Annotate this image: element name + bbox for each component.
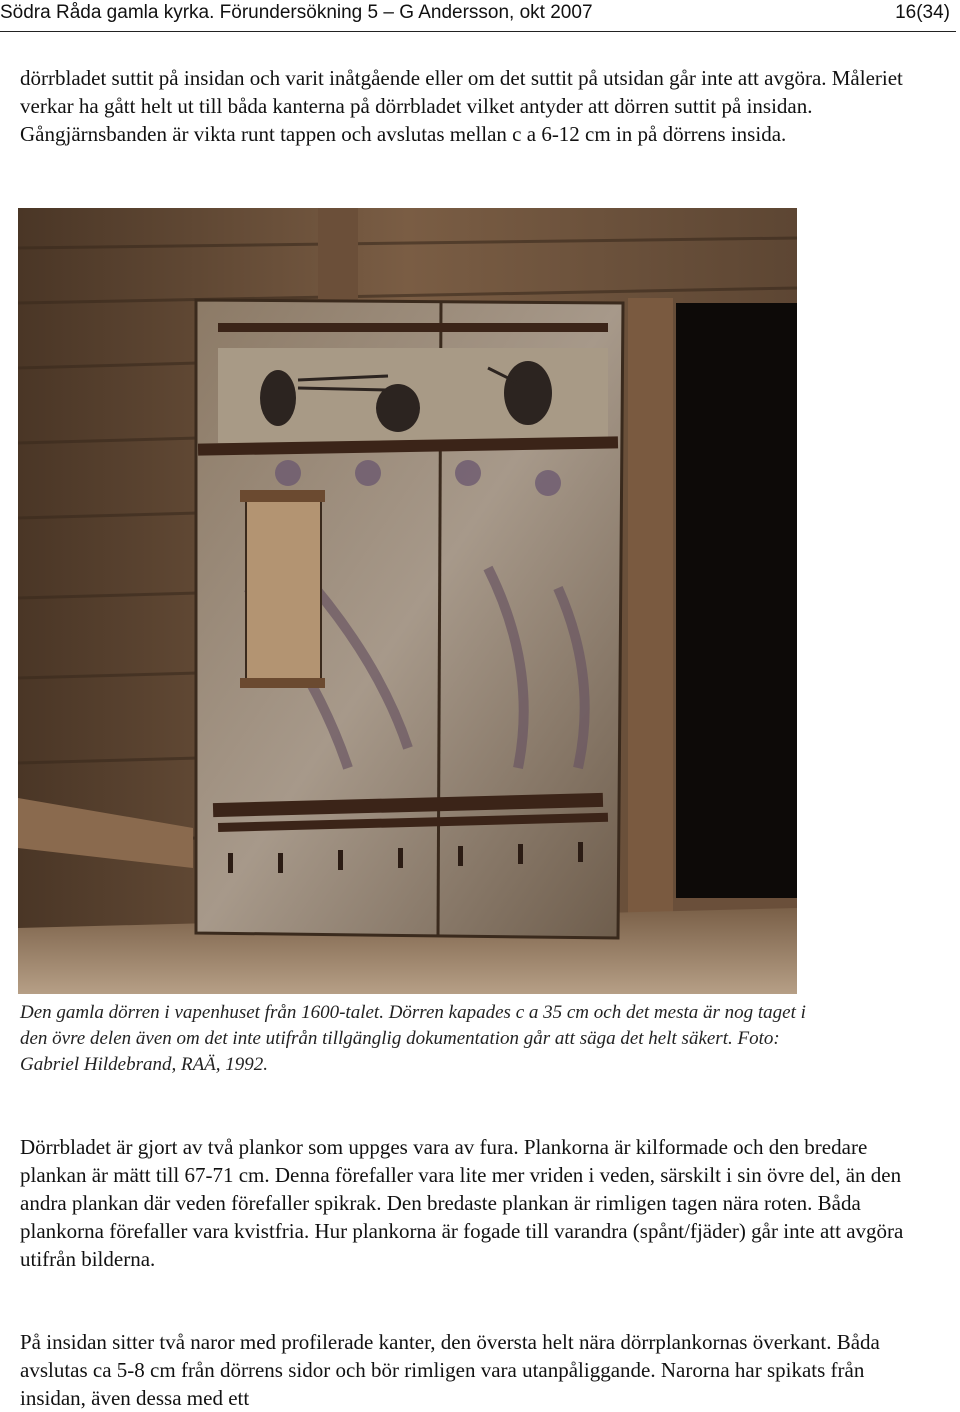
figure-caption: Den gamla dörren i vapenhuset från 1600-talet. Dörren kapades c a 35 cm och det mesta är nog taget i den övre delen även om det inte utifrån tillgänglig dokumentation går att säga det helt säkert. Foto: Gabriel Hildebrand, RAÄ, 1992.	[20, 1002, 806, 1075]
body-paragraph-3: På insidan sitter två naror med profilerade kanter, den översta helt nära dörrplankornas överkant. Båda avslutas ca 5-8 cm från dörrens sidor och bör rimligen vara utanpåliggande. Narorna har spikats från insidan, även dessa med ett	[20, 1330, 880, 1410]
document-title: Södra Råda gamla kyrka. Förundersökning 5 – G Andersson, okt 2007	[0, 2, 593, 23]
page-header	[0, 0, 960, 26]
page-number: 16(34)	[895, 2, 950, 23]
body-paragraph-1: dörrbladet suttit på insidan och varit inåtgående eller om det suttit på utsidan går inte att avgöra. Måleriet verkar ha gått helt ut till båda kanterna på dörrbladet vilket antyder att dörren suttit på insidan. Gångjärnsbanden är vikta runt tappen och avslutas mellan c a 6-12 cm in på dörrens insida.	[20, 66, 903, 146]
header-rule	[0, 31, 956, 32]
body-paragraph-2: Dörrbladet är gjort av två plankor som uppges vara av fura. Plankorna är kilformade och den bredare plankan är mätt till 67-71 cm. Denna förefaller vara lite mer vriden i veden, särskilt i sin övre del, än den andra plankan där veden förefaller spikrak. Den bredaste plankan är rimligen tagen nära roten. Båda plankorna förefaller vara kvistfria. Hur plankorna är fogade till varandra (spånt/fjäder) går inte att avgöra utifrån bilderna.	[20, 1135, 904, 1271]
door-photograph	[18, 208, 797, 994]
